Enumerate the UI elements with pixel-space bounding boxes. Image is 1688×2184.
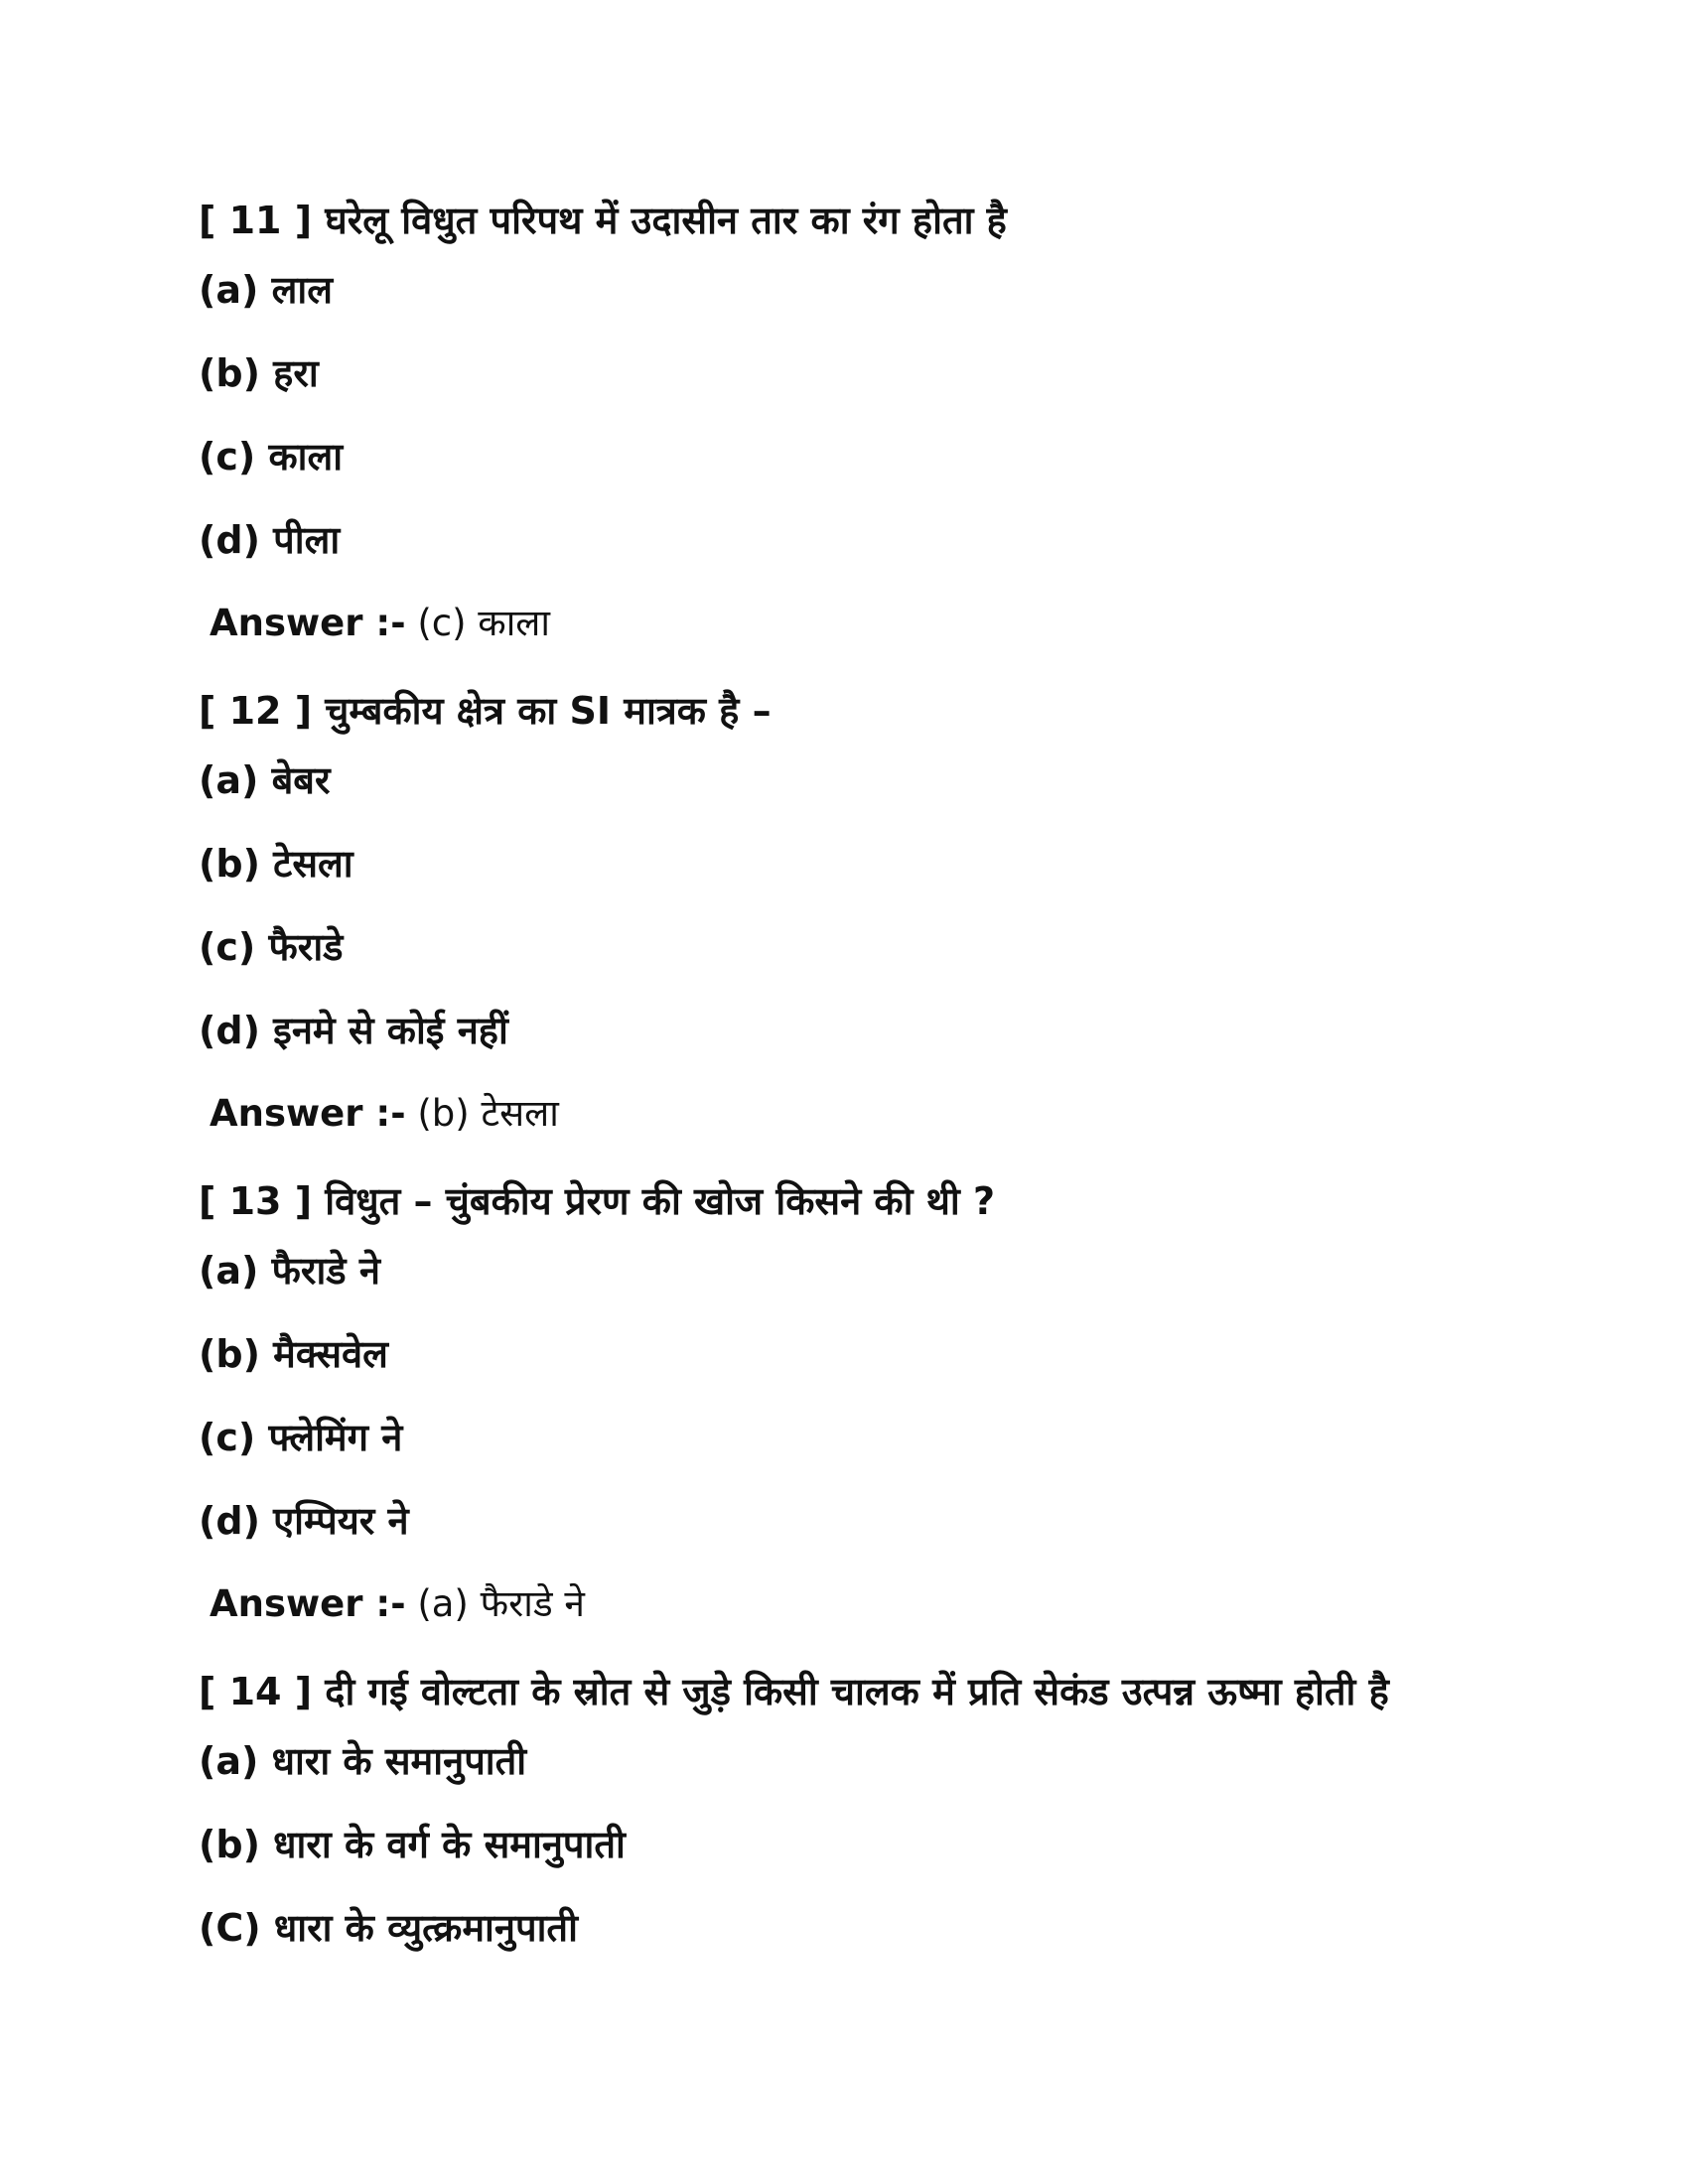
q11-answer [210, 600, 550, 647]
answer-value: (b) टेसला [417, 1092, 559, 1135]
answer-value: (c) काला [417, 602, 550, 644]
q14-option-a: (a) धारा के समानुपाती [199, 1739, 527, 1783]
q11-option-c: (c) काला [199, 435, 344, 478]
answer-label: Answer :- [210, 1092, 406, 1135]
q11-option-a: (a) लाल [199, 268, 333, 312]
question-13: [ 13 ] विधुत – चुंबकीय प्रेरण की खोज किसने की थी ? [199, 1179, 996, 1223]
q12-answer [210, 1090, 559, 1138]
question-12: [ 12 ] चुम्बकीय क्षेत्र का SI मात्रक है – [199, 689, 772, 733]
q12-option-a: (a) बेबर [199, 758, 331, 802]
q13-option-b: (b) मैक्सवेल [199, 1332, 388, 1376]
q13-option-a: (a) फैराडे ने [199, 1249, 380, 1293]
q12-option-b: (b) टेसला [199, 842, 353, 886]
q11-option-d: (d) पीला [199, 518, 341, 562]
q14-option-b: (b) धारा के वर्ग के समानुपाती [199, 1823, 626, 1866]
q13-answer [210, 1580, 585, 1628]
q12-option-d: (d) इनमे से कोई नहीं [199, 1009, 508, 1052]
answer-label: Answer :- [210, 1582, 406, 1625]
q14-option-c: (C) धारा के व्युत्क्रमानुपाती [199, 1906, 578, 1950]
q13-option-c: (c) फ्लेमिंग ने [199, 1416, 403, 1459]
q11-option-b: (b) हरा [199, 351, 319, 395]
answer-label: Answer :- [210, 602, 406, 644]
question-11: [ 11 ] घरेलू विधुत परिपथ में उदासीन तार का रंग होता है [199, 199, 1007, 242]
q13-option-d: (d) एम्पियर ने [199, 1499, 409, 1543]
question-14: [ 14 ] दी गई वोल्टता के स्रोत से जुड़े किसी चालक में प्रति सेकंड उत्पन्न ऊष्मा होती है [199, 1670, 1389, 1713]
q12-option-c: (c) फैराडे [199, 925, 344, 969]
answer-value: (a) फैराडे ने [417, 1582, 585, 1625]
